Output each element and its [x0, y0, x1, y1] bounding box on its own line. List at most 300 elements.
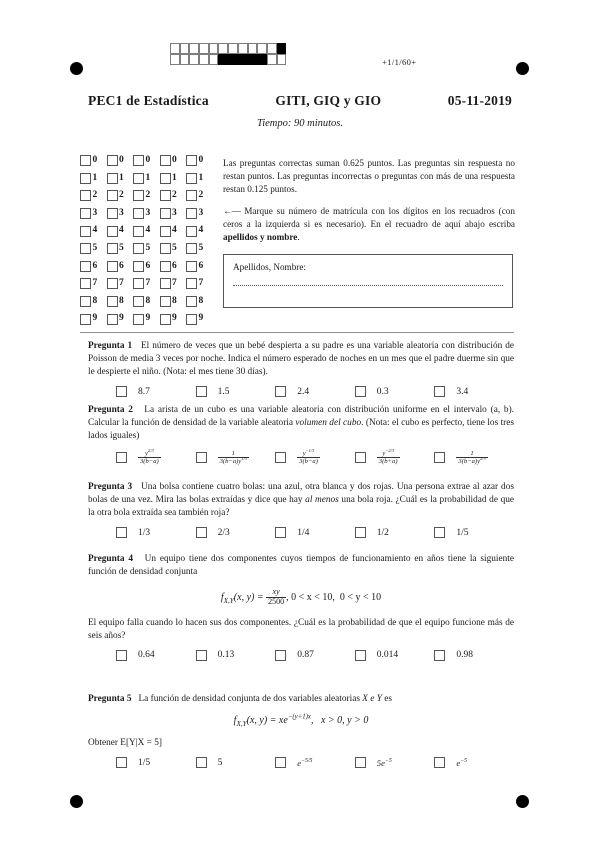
matricula-cell[interactable]	[160, 155, 187, 166]
matricula-cell[interactable]	[80, 314, 107, 325]
answer-checkbox[interactable]	[196, 757, 207, 768]
matricula-cell[interactable]	[107, 296, 134, 307]
barcode-cell	[170, 54, 180, 65]
barcode-cell	[257, 54, 267, 65]
matricula-cell[interactable]	[133, 226, 160, 237]
matricula-row	[80, 240, 213, 258]
answer-option-label: 1/4	[297, 527, 310, 538]
answer-checkbox[interactable]	[116, 757, 127, 768]
matricula-cell[interactable]	[133, 296, 160, 307]
matricula-cell[interactable]	[107, 173, 134, 184]
answer-option-label: 1.5	[217, 386, 230, 397]
q4-eq-cond2: 0 < y < 10	[339, 591, 382, 603]
question-4-body-2: El equipo falla cuando lo hacen sus dos componentes. ¿Cuál es la probabilidad de que el equipo funcione más de seis años?	[88, 617, 514, 641]
answer-option[interactable]	[434, 450, 514, 466]
answer-option[interactable]	[196, 386, 276, 397]
matricula-checkbox[interactable]	[160, 173, 171, 184]
barcode-cell	[228, 54, 238, 65]
answer-option[interactable]	[275, 650, 355, 661]
matricula-cell[interactable]	[186, 314, 213, 325]
question-1-text	[88, 340, 514, 379]
matricula-cell[interactable]	[133, 208, 160, 219]
barcode-cell	[209, 54, 219, 65]
answer-option[interactable]	[355, 386, 435, 397]
matricula-digit-label: 4	[119, 225, 124, 236]
matricula-digit-label: 7	[145, 278, 151, 289]
answer-option[interactable]	[275, 447, 355, 466]
answer-checkbox[interactable]	[196, 650, 207, 661]
answer-checkbox[interactable]	[434, 757, 445, 768]
matricula-cell[interactable]	[160, 226, 187, 237]
matricula-cell[interactable]	[186, 278, 213, 289]
matricula-checkbox[interactable]	[160, 155, 171, 166]
name-field-label: Apellidos, Nombre:	[233, 262, 306, 272]
option-fraction	[138, 447, 161, 466]
registration-mark-bottom-right	[516, 795, 529, 808]
q5-eq-lhs: f	[233, 715, 237, 727]
question-3-body-a: Una bolsa contiene cuatro bolas: una azul, otra blanca y dos rojas. Una persona extrae al azar dos bolas de una vez. Mira las bolas extraídas y dice que hay	[88, 482, 514, 506]
matricula-digit-label: 9	[172, 313, 177, 324]
matricula-checkbox[interactable]	[80, 243, 91, 254]
matricula-digit-label: 7	[172, 278, 177, 289]
answer-checkbox[interactable]	[275, 452, 286, 463]
q4-eq-denominator: 2500	[268, 596, 285, 606]
matricula-cell[interactable]	[107, 278, 134, 289]
matricula-row	[80, 170, 213, 188]
matricula-digit-label: 5	[172, 243, 177, 254]
matricula-checkbox[interactable]	[186, 155, 197, 166]
answer-option-label: 3.4	[456, 386, 469, 397]
option-numerator: 1	[218, 450, 249, 458]
answer-option-label: 1/2	[376, 527, 389, 538]
answer-option[interactable]	[355, 757, 435, 768]
matricula-checkbox[interactable]	[186, 296, 197, 307]
question-5-text	[88, 693, 514, 706]
matricula-checkbox[interactable]	[160, 226, 171, 237]
matricula-checkbox[interactable]	[186, 226, 197, 237]
answer-checkbox[interactable]	[275, 386, 286, 397]
question-5-label: Pregunta 5	[88, 694, 132, 704]
matricula-cell[interactable]	[107, 208, 134, 219]
matricula-digit-label: 7	[198, 278, 204, 289]
question-4-body: Un equipo tiene dos componentes cuyos tiempos de funcionamiento en años tiene la siguiente función de densidad conjunta	[88, 554, 514, 578]
matricula-checkbox[interactable]	[107, 296, 118, 307]
answer-option-label: 0.014	[376, 650, 399, 661]
matricula-checkbox[interactable]	[80, 173, 91, 184]
matricula-digit-label: 4	[198, 225, 204, 236]
matricula-digit-label: 7	[92, 278, 98, 289]
answer-checkbox[interactable]	[116, 527, 127, 538]
matricula-cell[interactable]	[160, 173, 187, 184]
matricula-cell[interactable]	[133, 173, 160, 184]
matricula-digit-label: 2	[172, 190, 177, 201]
matricula-checkbox[interactable]	[80, 226, 91, 237]
matricula-checkbox[interactable]	[80, 208, 91, 219]
question-2-emphasis: volumen del cubo	[295, 418, 362, 429]
exam-header	[88, 93, 512, 109]
matricula-cell[interactable]	[186, 261, 213, 272]
option-denominator: 3(b−a)	[140, 458, 159, 466]
question-3-options[interactable]	[88, 527, 514, 538]
option-fraction	[377, 447, 400, 466]
matricula-row	[80, 187, 213, 205]
matricula-row	[80, 275, 213, 293]
matricula-digit-label: 2	[92, 190, 98, 201]
matricula-checkbox[interactable]	[186, 208, 197, 219]
matricula-checkbox[interactable]	[133, 296, 144, 307]
matricula-digit-label: 1	[172, 172, 177, 183]
matricula-row	[80, 152, 213, 170]
option-numerator: $y^{-1/3}$	[297, 450, 320, 458]
matricula-digit-label: 6	[145, 260, 151, 271]
matricula-checkbox[interactable]	[133, 173, 144, 184]
matricula-cell[interactable]	[80, 173, 107, 184]
matricula-checkbox[interactable]	[160, 261, 171, 272]
barcode-cell	[277, 54, 287, 65]
answer-option-label: 0.13	[217, 650, 235, 661]
answer-checkbox[interactable]	[434, 650, 445, 661]
matricula-cell[interactable]	[107, 226, 134, 237]
answer-checkbox[interactable]	[196, 386, 207, 397]
matricula-cell[interactable]	[186, 208, 213, 219]
barcode-cell	[248, 43, 258, 54]
answer-option-label: 8.7	[138, 386, 150, 397]
answer-option[interactable]	[116, 447, 196, 466]
answer-checkbox[interactable]	[116, 650, 127, 661]
matricula-digit-label: 2	[198, 190, 204, 201]
answer-option-label	[297, 447, 320, 466]
q5-eq-body: (x, $y) = xe^{-(y+1)x}$,	[246, 713, 314, 727]
option-denominator: 3(b−a)	[299, 458, 318, 466]
answer-checkbox[interactable]	[434, 452, 445, 463]
question-1-options[interactable]	[88, 386, 514, 397]
matricula-checkbox[interactable]	[133, 155, 144, 166]
matricula-checkbox[interactable]	[107, 314, 118, 325]
matricula-cell[interactable]	[107, 314, 134, 325]
question-5-options[interactable]	[88, 757, 514, 768]
question-4-equation	[88, 588, 514, 607]
matricula-cell[interactable]	[107, 261, 134, 272]
matricula-cell[interactable]	[80, 243, 107, 254]
matricula-digit-label: 0	[198, 155, 204, 166]
matricula-cell[interactable]	[107, 243, 134, 254]
matricula-checkbox[interactable]	[186, 243, 197, 254]
q4-eq-numerator: xy	[266, 588, 286, 598]
matricula-digit-label: 6	[198, 260, 204, 271]
answer-option-label	[218, 450, 249, 466]
option-fraction	[297, 447, 320, 466]
answer-option-label	[138, 447, 161, 466]
matricula-cell[interactable]	[80, 278, 107, 289]
option-denominator: $3(b-a)y^{1/3}$	[219, 456, 247, 466]
question-1-body: El número de veces que un bebé despierta a su padre es una variable aleatoria con distribución de Poisson de media 3 veces por noche. Indica el número esperado de noches en un mes que el padre duerme sin que le despierte el niño. (Nota: el mes tiene 30 días).	[88, 341, 514, 378]
matricula-checkbox[interactable]	[107, 155, 118, 166]
matricula-cell[interactable]	[186, 226, 213, 237]
answer-option[interactable]	[434, 757, 514, 768]
option-numerator: $y^{-2/3}$	[377, 450, 400, 458]
matricula-checkbox[interactable]	[160, 278, 171, 289]
answer-option-label	[456, 450, 487, 466]
matricula-checkbox[interactable]	[107, 261, 118, 272]
name-field-box[interactable]	[223, 254, 513, 308]
question-3-emphasis: al menos	[305, 495, 339, 506]
matricula-row	[80, 293, 213, 311]
name-field-line[interactable]	[233, 284, 503, 286]
answer-option-label: 2/3	[217, 527, 230, 538]
matricula-row	[80, 222, 213, 240]
matricula-cell[interactable]	[107, 190, 134, 201]
answer-checkbox[interactable]	[355, 757, 366, 768]
matricula-digit-label: 3	[92, 207, 98, 218]
matricula-checkbox[interactable]	[80, 296, 91, 307]
matricula-checkbox[interactable]	[107, 208, 118, 219]
matricula-digit-label: 5	[119, 243, 124, 254]
matricula-cell[interactable]	[133, 261, 160, 272]
question-5-body-b: es	[381, 694, 392, 704]
matricula-checkbox[interactable]	[107, 226, 118, 237]
matricula-checkbox[interactable]	[186, 278, 197, 289]
matricula-digit-label: 2	[119, 190, 124, 201]
q5-eq-cond: x > 0, y > 0	[320, 715, 369, 727]
matricula-digit-label: 3	[172, 207, 177, 218]
matricula-cell[interactable]	[133, 243, 160, 254]
q4-eq-sub: X,Y	[223, 596, 234, 605]
matricula-checkbox[interactable]	[133, 314, 144, 325]
matricula-cell[interactable]	[133, 155, 160, 166]
answer-checkbox[interactable]	[275, 757, 286, 768]
answer-option[interactable]	[434, 650, 514, 661]
question-3-body-b: una bola roja. ¿Cuál es la probabilidad de que la otra bola extraída sea también roja?	[88, 495, 515, 519]
matricula-digit-label: 3	[119, 207, 124, 218]
answer-option[interactable]	[275, 757, 355, 768]
matricula-cell[interactable]	[186, 190, 213, 201]
matricula-digit-label: 4	[92, 225, 98, 236]
matricula-digit-label: 0	[172, 155, 177, 166]
question-5-body-a: La función de densidad conjunta de dos variables aleatorias	[138, 694, 363, 704]
option-denominator: $3(b-a)y^{2/3}$	[458, 456, 486, 466]
barcode-cell	[228, 43, 238, 54]
answer-option[interactable]	[196, 527, 276, 538]
matricula-checkbox[interactable]	[80, 155, 91, 166]
barcode-cell	[180, 54, 190, 65]
answer-option[interactable]	[196, 450, 276, 466]
answer-checkbox[interactable]	[196, 452, 207, 463]
matricula-checkbox[interactable]	[133, 243, 144, 254]
matricula-digit-label: 4	[145, 225, 151, 236]
matricula-digit-label: 3	[145, 207, 151, 218]
matricula-checkbox[interactable]	[133, 226, 144, 237]
matricula-digit-label: 9	[145, 313, 151, 324]
barcode-cell	[267, 43, 277, 54]
answer-checkbox[interactable]	[355, 386, 366, 397]
question-4-label: Pregunta 4	[88, 554, 134, 564]
barcode-cell	[267, 54, 277, 65]
question-2-options[interactable]	[88, 447, 514, 466]
matricula-cell[interactable]	[80, 296, 107, 307]
matricula-digit-label: 8	[92, 295, 98, 306]
matricula-checkbox[interactable]	[133, 208, 144, 219]
matricula-digit-label: 5	[92, 243, 98, 254]
question-2	[88, 404, 514, 466]
matricula-checkbox[interactable]	[133, 278, 144, 289]
matricula-grid[interactable]	[80, 152, 213, 328]
answer-checkbox[interactable]	[355, 527, 366, 538]
answer-option[interactable]	[434, 386, 514, 397]
matricula-digit-label: 1	[145, 172, 151, 183]
matricula-checkbox[interactable]	[160, 296, 171, 307]
matricula-cell[interactable]	[160, 296, 187, 307]
matricula-digit-label: 5	[145, 243, 151, 254]
matricula-instruction-end: .	[297, 232, 300, 243]
answer-checkbox[interactable]	[275, 650, 286, 661]
answer-option[interactable]	[116, 386, 196, 397]
exam-degrees: GITI, GIQ y GIO	[275, 93, 382, 108]
matricula-checkbox[interactable]	[80, 190, 91, 201]
answer-option[interactable]	[355, 447, 435, 466]
scoring-instructions: Las preguntas correctas suman 0.625 puntos. Las preguntas sin respuesta no restan puntos. Las preguntas incorrectas o preguntas con más de una respuesta restan 0.125 puntos.	[223, 158, 515, 195]
matricula-digit-label: 7	[119, 278, 124, 289]
barcode-cell	[170, 43, 180, 54]
question-4-options[interactable]	[88, 650, 514, 661]
answer-option-label: 1/3	[138, 527, 151, 538]
question-2-body-a: La arista de un cubo es una variable aleatoria con distribución uniforme en el intervalo (a, b). Calcular la función de densidad de la variable aleatoria	[88, 405, 514, 429]
barcode	[170, 43, 286, 65]
answer-option[interactable]	[196, 757, 276, 768]
barcode-cell	[277, 43, 287, 54]
option-fraction	[456, 450, 487, 466]
matricula-digit-label: 1	[119, 172, 124, 183]
matricula-cell[interactable]	[186, 173, 213, 184]
answer-checkbox[interactable]	[275, 527, 286, 538]
matricula-cell[interactable]	[80, 261, 107, 272]
barcode-cell	[238, 43, 248, 54]
exam-date: 05-11-2019	[447, 93, 512, 108]
matricula-checkbox[interactable]	[160, 314, 171, 325]
option-fraction	[218, 450, 249, 466]
matricula-cell[interactable]	[133, 314, 160, 325]
answer-checkbox[interactable]	[355, 650, 366, 661]
q4-eq-cond1: , 0 < x < 10,	[286, 591, 335, 603]
matricula-cell[interactable]	[80, 208, 107, 219]
registration-mark-bottom-left	[70, 795, 83, 808]
matricula-cell[interactable]	[160, 314, 187, 325]
matricula-digit-label: 8	[198, 295, 204, 306]
answer-option[interactable]	[355, 650, 435, 661]
answer-option[interactable]	[116, 757, 196, 768]
matricula-checkbox[interactable]	[160, 208, 171, 219]
question-5-equation	[88, 713, 514, 729]
matricula-checkbox[interactable]	[133, 190, 144, 201]
matricula-cell[interactable]	[133, 278, 160, 289]
matricula-cell[interactable]	[186, 243, 213, 254]
answer-option-label: $e^{-5/5}$	[297, 757, 313, 768]
answer-option-label: 2.4	[297, 386, 310, 397]
matricula-cell[interactable]	[80, 190, 107, 201]
answer-checkbox[interactable]	[116, 386, 127, 397]
matricula-digit-label: 6	[119, 260, 124, 271]
matricula-cell[interactable]	[160, 261, 187, 272]
left-arrow-icon: ←—	[223, 206, 241, 217]
matricula-digit-label: 6	[92, 260, 98, 271]
matricula-cell[interactable]	[186, 296, 213, 307]
matricula-cell[interactable]	[160, 243, 187, 254]
q5-eq-exponent: −(y+1)x	[287, 713, 311, 721]
answer-option[interactable]	[275, 527, 355, 538]
answer-checkbox[interactable]	[434, 386, 445, 397]
barcode-cell	[189, 43, 199, 54]
barcode-cell	[189, 54, 199, 65]
matricula-row	[80, 310, 213, 328]
matricula-checkbox[interactable]	[186, 261, 197, 272]
matricula-row	[80, 258, 213, 276]
answer-checkbox[interactable]	[196, 527, 207, 538]
matricula-digit-label: 1	[92, 172, 98, 183]
matricula-checkbox[interactable]	[160, 190, 171, 201]
matricula-checkbox[interactable]	[107, 190, 118, 201]
answer-checkbox[interactable]	[355, 452, 366, 463]
matricula-cell[interactable]	[80, 226, 107, 237]
q4-eq-lhs: f	[220, 591, 224, 603]
question-2-text	[88, 404, 514, 443]
answer-option[interactable]	[116, 650, 196, 661]
answer-option[interactable]	[275, 386, 355, 397]
barcode-cell	[218, 43, 228, 54]
answer-option[interactable]	[355, 527, 435, 538]
answer-checkbox[interactable]	[434, 527, 445, 538]
barcode-cell	[238, 54, 248, 65]
question-3	[88, 481, 514, 538]
matricula-checkbox[interactable]	[186, 173, 197, 184]
question-5	[88, 693, 514, 768]
page-code: +1/1/60+	[382, 57, 417, 67]
matricula-row	[80, 205, 213, 223]
matricula-digit-label: 2	[145, 190, 151, 201]
matricula-cell[interactable]	[186, 155, 213, 166]
matricula-checkbox[interactable]	[107, 278, 118, 289]
instructions-block	[223, 157, 515, 253]
matricula-cell[interactable]	[160, 190, 187, 201]
matricula-cell[interactable]	[160, 208, 187, 219]
matricula-checkbox[interactable]	[80, 261, 91, 272]
matricula-checkbox[interactable]	[80, 314, 91, 325]
option-denominator: 3(b+a)	[378, 458, 398, 466]
matricula-digit-label: 9	[92, 313, 98, 324]
answer-option[interactable]	[434, 527, 514, 538]
question-1	[88, 340, 514, 397]
matricula-cell[interactable]	[160, 278, 187, 289]
option-numerator: $y^{2/3}$	[138, 450, 161, 458]
matricula-checkbox[interactable]	[160, 243, 171, 254]
matricula-checkbox[interactable]	[107, 173, 118, 184]
matricula-checkbox[interactable]	[133, 261, 144, 272]
answer-option[interactable]	[116, 527, 196, 538]
matricula-checkbox[interactable]	[186, 314, 197, 325]
question-1-label: Pregunta 1	[88, 341, 133, 351]
matricula-checkbox[interactable]	[107, 243, 118, 254]
matricula-checkbox[interactable]	[186, 190, 197, 201]
answer-option-label: 0.87	[297, 650, 314, 661]
matricula-cell[interactable]	[80, 155, 107, 166]
answer-checkbox[interactable]	[116, 452, 127, 463]
barcode-row-bottom	[170, 54, 286, 65]
matricula-checkbox[interactable]	[80, 278, 91, 289]
answer-option-label: 5	[217, 757, 223, 768]
answer-option[interactable]	[196, 650, 276, 661]
matricula-cell[interactable]	[133, 190, 160, 201]
exam-duration: Tiempo: 90 minutos.	[256, 118, 344, 129]
matricula-digit-label: 0	[119, 155, 124, 166]
matricula-cell[interactable]	[107, 155, 134, 166]
